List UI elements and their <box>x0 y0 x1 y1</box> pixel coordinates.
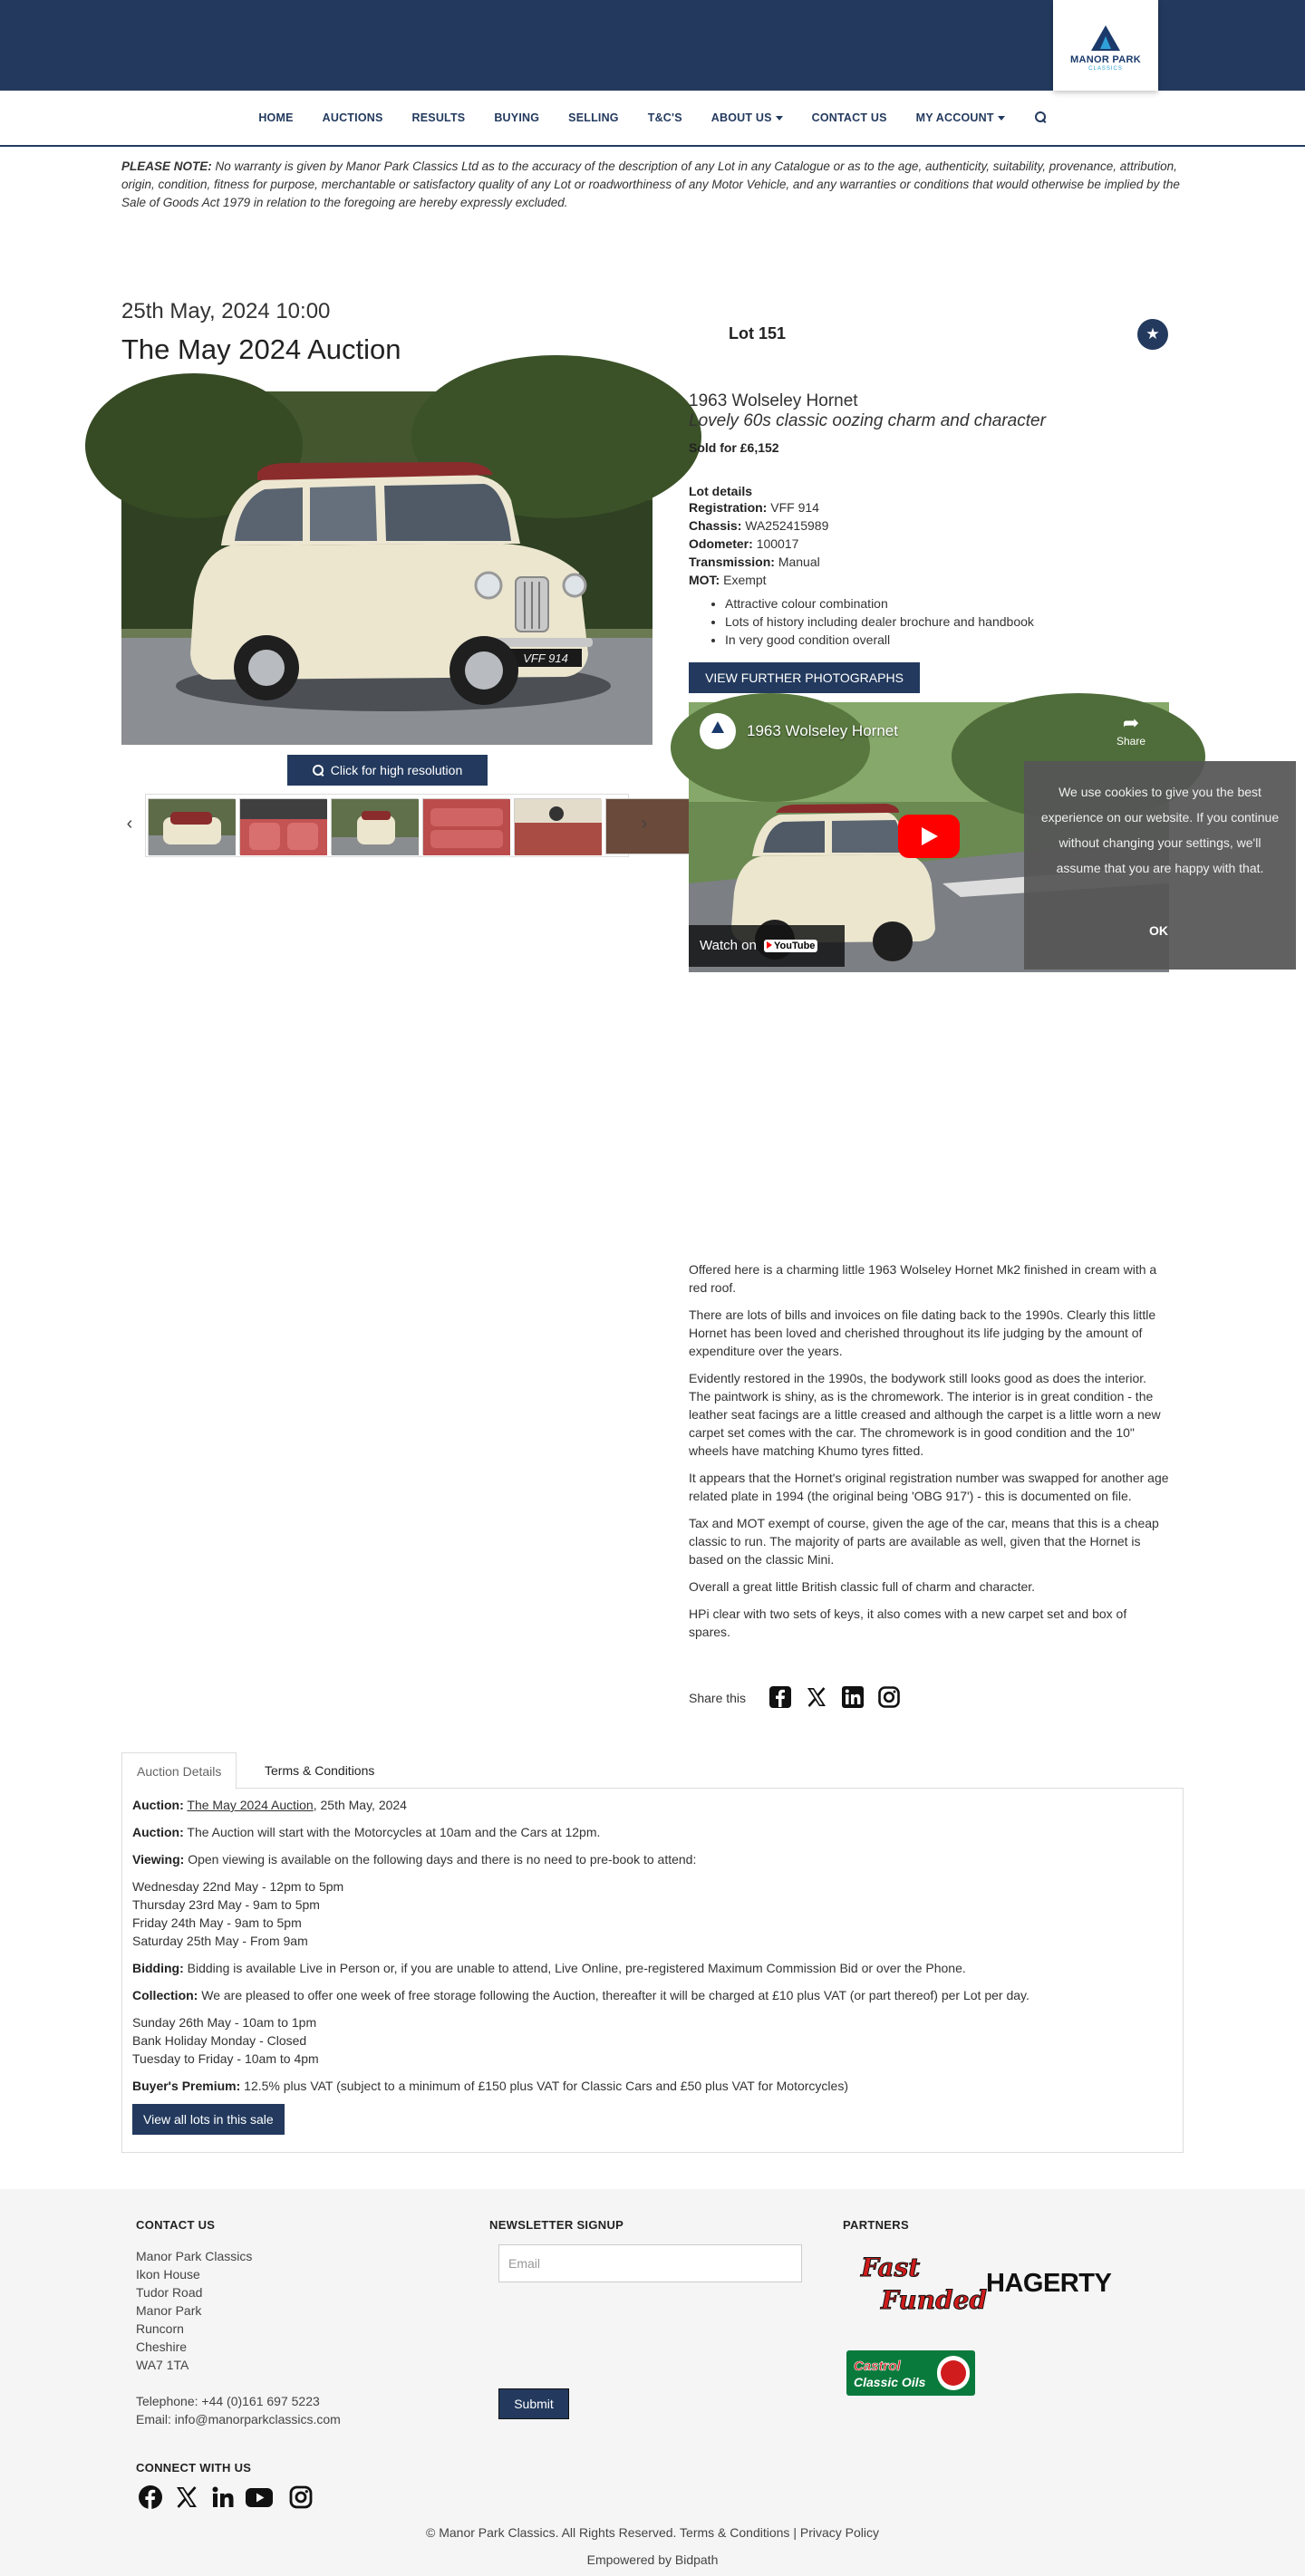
viewing-day: Wednesday 22nd May - 12pm to 5pm <box>132 1879 344 1894</box>
collection-day: Bank Holiday Monday - Closed <box>132 2033 307 2048</box>
hires-label: Click for high resolution <box>330 763 463 777</box>
instagram-icon[interactable] <box>288 2484 314 2510</box>
cookie-notice <box>1024 761 1296 970</box>
logo-name: MANOR PARK <box>1070 54 1141 65</box>
facebook-icon[interactable] <box>768 1685 792 1709</box>
nav-about[interactable] <box>697 111 798 124</box>
castrol-logo-icon <box>846 2350 975 2396</box>
thumbnail-3[interactable] <box>331 798 418 854</box>
castrol-word: Castrol <box>854 2359 901 2374</box>
mot-label: MOT: <box>689 573 720 587</box>
nav-buying[interactable]: BUYING <box>494 111 540 124</box>
premium-label: Buyer's Premium: <box>132 2079 241 2093</box>
linkedin-icon[interactable] <box>210 2484 236 2510</box>
lot-tagline: Lovely 60s classic oozing charm and character <box>689 411 1046 430</box>
fast-funded-logo-icon <box>854 2245 988 2318</box>
collection-day: Sunday 26th May - 10am to 1pm <box>132 2015 317 2030</box>
partners-heading: PARTNERS <box>843 2218 909 2232</box>
auction-info-line <box>132 1796 1173 1814</box>
chassis-value: WA252415989 <box>745 518 829 533</box>
auction-start-line <box>132 1823 1173 1841</box>
instagram-icon[interactable] <box>877 1685 901 1709</box>
lot-odometer <box>689 535 1169 553</box>
nav-account-label: MY ACCOUNT <box>915 111 994 124</box>
auction-title: The May 2024 Auction <box>121 333 401 365</box>
email-address[interactable]: Email: info@manorparkclassics.com <box>136 2412 341 2426</box>
lot-details-heading: Lot details <box>689 484 753 498</box>
thumb-interior <box>240 799 327 855</box>
thumbnail-2[interactable] <box>239 798 326 854</box>
viewing-line <box>132 1850 1173 1868</box>
viewing-days <box>132 1877 1173 1950</box>
partner-castrol-logo[interactable] <box>846 2350 975 2396</box>
chevron-right-icon[interactable]: › <box>641 814 648 834</box>
share-bar <box>689 1685 961 1711</box>
copyright-text: © Manor Park Classics. All Rights Reserved. <box>426 2525 677 2540</box>
address-line: Manor Park <box>136 2303 202 2318</box>
premium-text: 12.5% plus VAT (subject to a minimum of £150 plus VAT for Classic Cars and £50 plus VAT for Motorcycles) <box>244 2079 848 2093</box>
further-photos-button[interactable]: VIEW FURTHER PHOTOGRAPHS <box>689 662 920 693</box>
collection-text: We are pleased to offer one week of free storage following the Auction, thereafter it will be charged at £10 plus VAT (or part thereof) per Lot per day. <box>201 1988 1030 2002</box>
thumb-car <box>149 799 236 855</box>
viewing-text: Open viewing is available on the following days and there is no need to pre-book to attend: <box>188 1852 697 1867</box>
lot-description <box>689 1260 1169 1650</box>
description-paragraph: HPi clear with two sets of keys, it also comes with a new carpet set and box of spares. <box>689 1606 1127 1639</box>
odometer-value: 100017 <box>756 536 799 551</box>
logo-sub: CLASSICS <box>1088 66 1123 72</box>
search-icon <box>1034 111 1047 123</box>
description-paragraph: Tax and MOT exempt of course, given the age of the car, means that this is a cheap classic to run. The majority of parts are available as well, given that the Hornet is based on the classic Mini. <box>689 1516 1159 1567</box>
auction-link[interactable]: The May 2024 Auction <box>187 1798 314 1812</box>
share-icon: ➦ <box>1122 711 1140 734</box>
thumb-car-front <box>332 799 419 855</box>
collection-label: Collection: <box>132 1988 198 2002</box>
collection-days <box>132 2013 1173 2068</box>
address-line: Ikon House <box>136 2267 200 2282</box>
footer-newsletter <box>489 2216 624 2247</box>
channel-avatar[interactable] <box>700 713 736 749</box>
transmission-value: Manual <box>778 555 820 569</box>
partner-hagerty-logo[interactable]: HAGERTY <box>986 2269 1112 2298</box>
tab-auction-details[interactable]: Auction Details <box>121 1752 237 1790</box>
thumbnail-strip <box>145 794 629 857</box>
auction-details-panel <box>121 1789 1184 2153</box>
car-photo <box>121 391 652 745</box>
lot-highlights <box>725 594 1169 649</box>
thumbnail-5[interactable] <box>514 798 601 854</box>
description-paragraph: Offered here is a charming little 1963 Wolseley Hornet Mk2 finished in cream with a red roof. <box>689 1262 1157 1295</box>
watch-on-youtube-button[interactable] <box>689 925 845 967</box>
transmission-label: Transmission: <box>689 555 775 569</box>
nav-auctions[interactable]: AUCTIONS <box>322 111 383 124</box>
youtube-icon[interactable] <box>245 2484 274 2510</box>
favourite-star-button[interactable] <box>1137 319 1168 350</box>
classic-oils-word: Classic Oils <box>854 2375 926 2389</box>
x-twitter-icon[interactable] <box>805 1685 828 1709</box>
thumb-dash <box>515 799 602 855</box>
auction-date-text: , 25th May, 2024 <box>313 1798 407 1812</box>
auction-tabs <box>121 1752 1184 1789</box>
chevron-down-icon <box>776 116 783 121</box>
nav-selling[interactable]: SELLING <box>568 111 619 124</box>
auction-start-text: The Auction will start with the Motorcycles at 10am and the Cars at 12pm. <box>187 1825 601 1839</box>
bidding-line <box>132 1959 1173 1977</box>
nav-account[interactable] <box>902 111 1020 124</box>
nav-tcs[interactable]: T&C'S <box>647 111 682 124</box>
lot-chassis <box>689 516 1169 535</box>
warranty-notice <box>121 158 1184 212</box>
high-resolution-button[interactable] <box>287 755 488 786</box>
partner1-line2: Funded <box>881 2285 988 2315</box>
thumbnail-carousel <box>121 794 652 857</box>
number-plate: VFF 914 <box>523 651 568 665</box>
newsletter-submit-button[interactable]: Submit <box>498 2388 569 2419</box>
highlight-item: • Attractive colour combination <box>725 594 1169 613</box>
connect-heading: CONNECT WITH US <box>136 2461 252 2475</box>
auction-start-label: Auction: <box>132 1825 184 1839</box>
youtube-label: YouTube <box>773 941 816 951</box>
nav-home[interactable]: HOME <box>258 111 294 124</box>
video-share-button[interactable] <box>1106 711 1156 748</box>
search-icon <box>313 765 324 776</box>
collection-line <box>132 1986 1173 2004</box>
partner1-line1: Fast <box>861 2253 921 2282</box>
powered-by[interactable]: Empowered by Bidpath <box>586 2552 719 2567</box>
lot-registration <box>689 498 1169 516</box>
footer-privacy-link[interactable]: Privacy Policy <box>799 2525 879 2540</box>
site-logo[interactable] <box>1053 0 1158 91</box>
bidding-label: Bidding: <box>132 1961 184 1975</box>
lot-sold-price: Sold for £6,152 <box>689 440 779 455</box>
youtube-logo-icon <box>764 940 817 952</box>
bidding-text: Bidding is available Live in Person or, if you are unable to attend, Live Online, pre-registered Maximum Commission Bid or over the Phone. <box>187 1961 966 1975</box>
thumbnail-4[interactable] <box>422 798 509 854</box>
lot-mot <box>689 571 1169 589</box>
collection-day: Tuesday to Friday - 10am to 4pm <box>132 2051 319 2066</box>
view-all-lots-button[interactable]: View all lots in this sale <box>132 2104 285 2135</box>
auction-date: 25th May, 2024 10:00 <box>121 299 331 323</box>
nav-results[interactable]: RESULTS <box>411 111 466 124</box>
viewing-day: Saturday 25th May - From 9am <box>132 1934 308 1948</box>
chevron-down-icon <box>998 116 1005 121</box>
thumbnail-1[interactable] <box>148 798 235 854</box>
lot-main-image[interactable] <box>121 391 652 745</box>
description-paragraph: There are lots of bills and invoices on file dating back to the 1990s. Clearly this little Hornet has been loved and cherished throughout its life judging by the amount of expenditure over the years. <box>689 1307 1156 1358</box>
highlight-item: • Lots of history including dealer brochure and handbook <box>725 613 1169 631</box>
address-line: Runcorn <box>136 2321 184 2336</box>
notice-label: PLEASE NOTE: <box>121 159 212 173</box>
share-this-label: Share this <box>689 1691 747 1705</box>
lot-transmission <box>689 553 1169 571</box>
auction-label: Auction: <box>132 1798 184 1812</box>
cookie-ok-button[interactable]: OK <box>1149 923 1168 938</box>
tab-terms[interactable]: Terms & Conditions <box>265 1763 375 1778</box>
facebook-icon[interactable] <box>138 2484 163 2510</box>
star-icon: ★ <box>1146 325 1160 343</box>
newsletter-heading: NEWSLETTER SIGNUP <box>489 2218 624 2232</box>
logo-triangle-icon <box>711 721 724 733</box>
main-nav <box>0 91 1305 147</box>
share-label: Share <box>1116 735 1146 748</box>
nav-contact[interactable]: CONTACT US <box>811 111 887 124</box>
highlight-item: • In very good condition overall <box>725 631 1169 649</box>
viewing-day: Thursday 23rd May - 9am to 5pm <box>132 1897 320 1912</box>
notice-text: No warranty is given by Manor Park Classics Ltd as to the accuracy of the description of any Lot in any Catalogue or as to the age, authenticity, suitability, provenance, attribution, origin, condition, fitness for purpose, merchantable or satisfactory quality of any Lot or roadworthiness of any Motor Vehicle, and any warranties or conditions that would otherwise be implied by the Sale of Goods Act 1979 in relation to the foregoing are hereby expressly excluded. <box>121 159 1180 209</box>
mot-value: Exempt <box>723 573 767 587</box>
address-line: Tudor Road <box>136 2285 203 2300</box>
registration-label: Registration: <box>689 500 768 515</box>
registration-value: VFF 914 <box>770 500 819 515</box>
premium-line <box>132 2077 1173 2095</box>
partner-fast-funded-logo[interactable] <box>854 2245 988 2318</box>
odometer-label: Odometer: <box>689 536 753 551</box>
chevron-left-icon[interactable]: ‹ <box>126 814 133 834</box>
watch-on-label: Watch on <box>700 938 757 953</box>
address-line: Manor Park Classics <box>136 2249 253 2263</box>
cookie-text: We use cookies to give you the best experience on our website. If you continue without changing your settings, we'll assume that you are happy with that. <box>1040 785 1280 875</box>
logo-accent-icon <box>1100 36 1111 49</box>
description-paragraph: Overall a great little British classic full of charm and character. <box>689 1579 1036 1594</box>
chassis-label: Chassis: <box>689 518 742 533</box>
address-line: WA7 1TA <box>136 2358 189 2372</box>
nav-about-label: ABOUT US <box>710 111 772 124</box>
telephone[interactable]: Telephone: +44 (0)161 697 5223 <box>136 2394 320 2408</box>
description-paragraph: Evidently restored in the 1990s, the bodywork still looks good as does the interior. The paintwork is shiny, as is the chromework. The interior is in great condition - the leather seat facings are a little creased and although the carpet is a little worn a new carpet set comes with the car. The chromework is in good condition and the 10" wheels have matching Khumo tyres fitted. <box>689 1371 1161 1458</box>
address-line: Cheshire <box>136 2340 188 2354</box>
footer-partners <box>843 2216 909 2247</box>
contact-heading: CONTACT US <box>136 2218 216 2232</box>
lot-number: Lot 151 <box>729 324 787 343</box>
footer-terms-link[interactable]: Terms & Conditions <box>680 2525 790 2540</box>
viewing-label: Viewing: <box>132 1852 185 1867</box>
nav-search[interactable] <box>1020 111 1061 126</box>
newsletter-email-input[interactable] <box>498 2244 802 2282</box>
viewing-day: Friday 24th May - 9am to 5pm <box>132 1915 302 1930</box>
linkedin-icon[interactable] <box>841 1685 865 1709</box>
x-twitter-icon[interactable] <box>174 2484 199 2510</box>
lot-car-name: 1963 Wolseley Hornet <box>689 391 858 410</box>
footer-contact <box>136 2216 341 2428</box>
play-button[interactable] <box>898 815 960 858</box>
description-paragraph: It appears that the Hornet's original registration number was swapped for another age related plate in 1994 (the original being 'OBG 917') - this is documented on file. <box>689 1471 1169 1503</box>
video-title[interactable]: 1963 Wolseley Hornet <box>747 722 898 739</box>
lot-info <box>689 391 1169 649</box>
thumb-seats <box>423 799 510 855</box>
copyright-line: © Manor Park Classics. All Rights Reserved. Terms & Conditions | Privacy Policy <box>426 2525 879 2540</box>
